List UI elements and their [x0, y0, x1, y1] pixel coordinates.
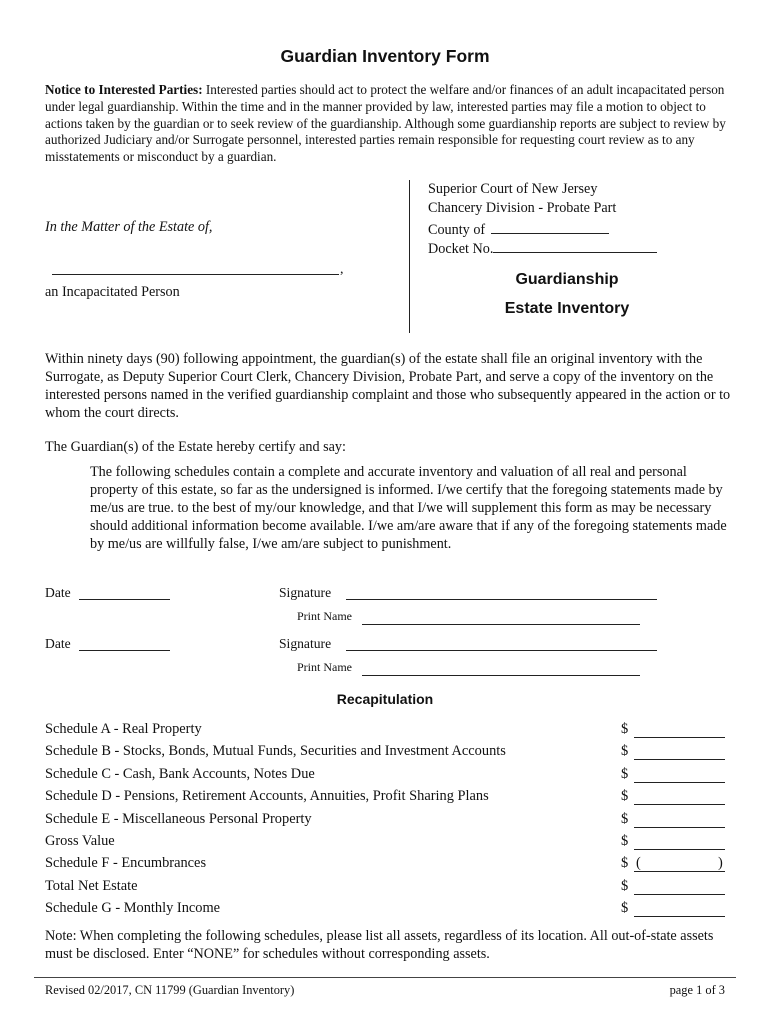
docket-label: Docket No. [428, 241, 494, 257]
recap-row-gross-value: Gross Value [45, 833, 115, 849]
dollar-sign-e: $ [621, 811, 629, 827]
estate-inventory-heading: Estate Inventory [504, 300, 630, 317]
county-field[interactable] [491, 219, 609, 234]
amount-field-schedule-b[interactable] [634, 759, 725, 760]
notice-text: Interested parties should act to protect the welfare and/or finances of an adult incapacitated person under legal guardianship. Within the time and in the manner provided by law, interested parties may file a motion to object to actions taken by the guardian or to seek review of the guardianship. Although some guardianship reports are subject to review by authorized Judiciary and/or Surrogate personnel, interested parties remain responsible for requesting court review as to any misstatements or misconduct by a guardian. [45, 82, 726, 165]
date-field-1[interactable] [79, 599, 170, 600]
print-name-label-2: Print Name [297, 660, 352, 674]
paren-close: ) [718, 855, 723, 871]
recapitulation-title: Recapitulation [336, 691, 434, 707]
caption-divider [409, 180, 410, 333]
date-field-2[interactable] [79, 650, 170, 651]
dollar-sign-total: $ [621, 878, 629, 894]
signature-label-2: Signature [279, 636, 332, 651]
recap-row-schedule-f: Schedule F - Encumbrances [45, 855, 207, 871]
amount-field-schedule-c[interactable] [634, 782, 725, 783]
dollar-sign-d: $ [621, 788, 629, 804]
name-comma: , [340, 262, 344, 277]
court-division: Chancery Division - Probate Part [428, 200, 617, 216]
recap-row-total-net-estate: Total Net Estate [45, 878, 138, 894]
signature-field-2[interactable] [346, 650, 657, 651]
dollar-sign-c: $ [621, 766, 629, 782]
county-label: County of [428, 222, 486, 238]
amount-field-gross-value[interactable] [634, 849, 725, 850]
signature-label-1: Signature [279, 585, 332, 600]
dollar-sign-a: $ [621, 721, 629, 737]
recap-row-schedule-a: Schedule A - Real Property [45, 721, 202, 737]
dollar-sign-g: $ [621, 900, 629, 916]
amount-field-schedule-a[interactable] [634, 737, 725, 738]
print-name-field-2[interactable] [362, 675, 640, 676]
county-row [428, 219, 609, 239]
incapacitated-person-label: an Incapacitated Person [45, 284, 180, 300]
revision-label: Revised 02/2017, CN 11799 (Guardian Inventory) [45, 983, 295, 997]
incapacitated-name-field[interactable] [52, 274, 339, 275]
amount-field-schedule-g[interactable] [634, 916, 725, 917]
dollar-sign-gross: $ [621, 833, 629, 849]
signature-field-1[interactable] [346, 599, 657, 600]
amount-field-total-net-estate[interactable] [634, 894, 725, 895]
certification-statement: The following schedules contain a complete and accurate inventory and valuation of all real and personal property of this estate, so far as the undersigned is informed. I/we certify that the foregoing statements made by me/us are true. to the best of my/our knowledge, and that I/we will supplement this form as may be necessary should additional information become available. I/we am/are aware that if any of the foregoing statements made by me/us are willfully false, I/we am/are subject to punishment. [90, 464, 727, 552]
recap-row-schedule-c: Schedule C - Cash, Bank Accounts, Notes Due [45, 766, 315, 782]
recap-row-schedule-b: Schedule B - Stocks, Bonds, Mutual Funds, Securities and Investment Accounts [45, 743, 506, 759]
amount-field-schedule-f[interactable] [634, 871, 725, 872]
docket-field[interactable] [493, 238, 657, 253]
amount-field-schedule-d[interactable] [634, 804, 725, 805]
certify-lead: The Guardian(s) of the Estate hereby certify and say: [45, 439, 346, 455]
notice-paragraph [45, 82, 727, 166]
date-label-2: Date [45, 636, 71, 651]
dollar-sign-f: $ [621, 855, 629, 871]
form-title: Guardian Inventory Form [280, 46, 490, 66]
guardianship-heading: Guardianship [515, 271, 619, 288]
filing-instructions: Within ninety days (90) following appointment, the guardian(s) of the estate shall file an original inventory with the Surrogate, as Deputy Superior Court Clerk, Chancery Division, Probate Part, and serve a copy of the inventory on the interested persons named in the verified guardianship complaint and those who subsequently appeared in the action or to whom the court directs. [45, 351, 731, 421]
amount-field-schedule-e[interactable] [634, 827, 725, 828]
notice-label: Notice to Interested Parties: [45, 82, 203, 97]
paren-open: ( [636, 855, 641, 871]
dollar-sign-b: $ [621, 743, 629, 759]
court-name: Superior Court of New Jersey [428, 181, 598, 197]
recap-row-schedule-e: Schedule E - Miscellaneous Personal Property [45, 811, 312, 827]
footer-rule [34, 977, 736, 978]
print-name-field-1[interactable] [362, 624, 640, 625]
page-number: page 1 of 3 [669, 983, 725, 997]
estate-matter-label: In the Matter of the Estate of, [45, 219, 213, 235]
docket-row [428, 238, 657, 258]
recap-row-schedule-g: Schedule G - Monthly Income [45, 900, 221, 916]
recap-row-schedule-d: Schedule D - Pensions, Retirement Accounts, Annuities, Profit Sharing Plans [45, 788, 489, 804]
schedules-note: Note: When completing the following schedules, please list all assets, regardless of its location. All out-of-state assets must be disclosed. Enter “NONE” for schedules without corresponding assets. [45, 928, 714, 962]
print-name-label-1: Print Name [297, 609, 352, 623]
date-label-1: Date [45, 585, 71, 600]
